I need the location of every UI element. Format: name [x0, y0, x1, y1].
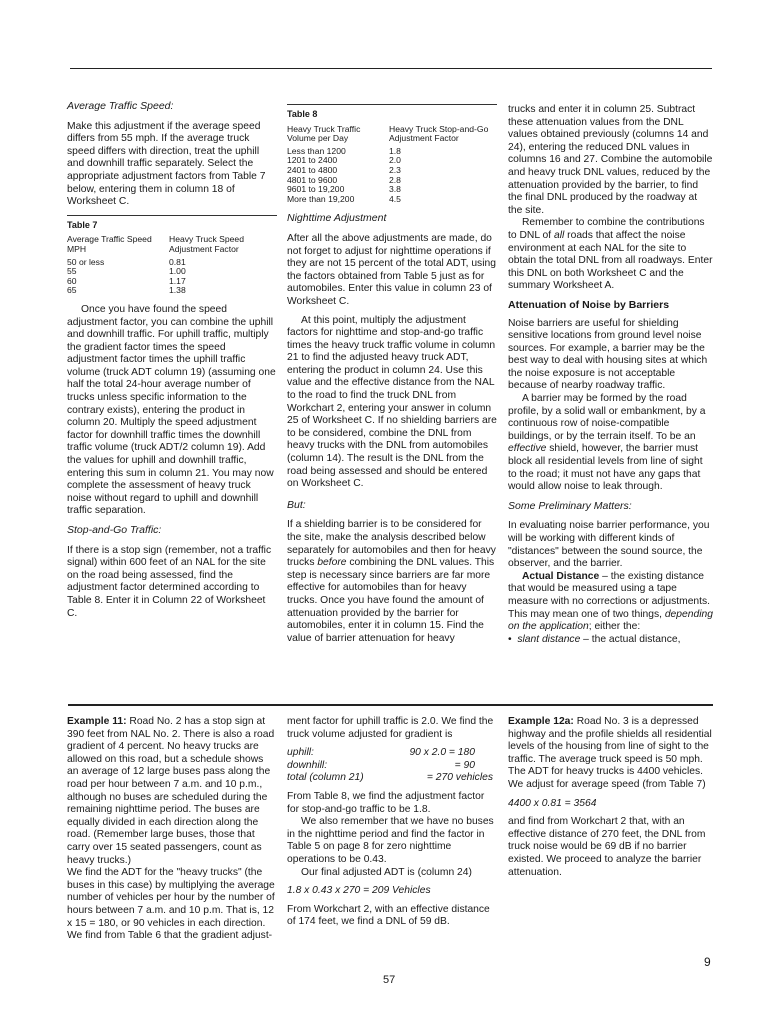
table-8-title: Table 8: [287, 104, 497, 121]
paragraph: From Table 8, we find the adjustment factor for stop-and-go traffic to be 1.8.: [287, 790, 485, 815]
column-2: [287, 104, 497, 651]
example-label: Example 11:: [67, 716, 127, 727]
table-7-header-speed: Average Traffic Speed MPH: [67, 234, 152, 254]
paragraph: [508, 393, 714, 494]
table-row: [67, 286, 272, 296]
paragraph: Once you have found the speed adjustment factor, you can combine the uphill and downhill traffic. For uphill traffic, multiply the gradient factor times the speed adjustment factor times the uphill traffic volume (truck ADT column 19) (assuming one half the total 24-hour average number of trucks unless specific information to the contrary exists), entering the product in column 20. Multiply the speed adjustment factor for downhill traffic times the downhill traffic volume (truck ADT/2 column 19). Add the values for uphill and downhill traffic, entering this sum in column 21. You may now complete the assessment of heavy truck noise without regard to uphill and downhill traffic separation.: [67, 303, 276, 517]
heading-preliminary-matters: Some Preliminary Matters:: [508, 499, 632, 512]
paragraph: and find from Workchart 2 that, with an effective distance of 270 feet, the DNL from truck noise would be 69 dB if no barrier existed. We proceed to analyze the barrier attenuation.: [508, 816, 706, 878]
emphasis: effective: [508, 443, 547, 455]
calc-label: uphill:: [287, 747, 314, 759]
examples-rule: [68, 704, 713, 706]
cell: 60: [67, 275, 77, 286]
cell: 1.38: [169, 285, 186, 296]
paragraph: Make this adjustment if the average speed differs from 55 mph. If the average truck speed differs with direction, treat the uphill and downhill traffic separately. Select the appropriate adjustment factors from Table 7 below, entering them in column 18 of Worksheet C.: [67, 120, 266, 208]
calc-value: = 270 vehicles: [426, 772, 493, 784]
cell: 0.81: [169, 256, 186, 267]
text: combining the DNL values. This step is necessary since barriers are far more effective for automobiles than for heavy trucks. Once you have found the amount of attenuation provided by the barrier for automobiles, enter it in column 15. Find the value of barrier attenuation for heavy: [287, 557, 495, 644]
paragraph: [287, 519, 497, 645]
cell: 1.8: [389, 145, 401, 156]
paragraph: We also remember that we have no buses in the nighttime period and find the factor in Table 5 on page 8 for zero nighttime operations to be 0.43.: [287, 816, 494, 865]
cell: 1.17: [169, 275, 186, 286]
column-3: [508, 104, 714, 652]
text: ; either the:: [588, 621, 641, 633]
cell: 55: [67, 266, 77, 277]
cell: 2401 to 4800: [287, 164, 338, 175]
cell: 4801 to 9600: [287, 174, 338, 185]
paragraph: At this point, multiply the adjustment factors for nighttime and stop-and-go traffic times the heavy truck traffic volume in column 21 to find the adjusted heavy truck ADT, entering the product in column 24. Use this value and the effective distance from the NAL to the road to find the truck DNL from Workchart 2, entering your answer in column 25 of Worksheet C. If no shielding barriers are to be considered, combine the DNL from heavy trucks with the DNL from automobiles (column 14). The result is the DNL from the road being assessed and should be entered on Worksheet C.: [287, 314, 497, 490]
text: shield, however, the barrier must block all residential levels from line of sight to the road; it must not have any gaps that would allow noise to leak through.: [508, 443, 703, 493]
paragraph: Our final adjusted ADT is (column 24): [301, 866, 472, 878]
equation: 4400 x 0.81 = 3564: [508, 797, 597, 809]
cell: 1201 to 2400: [287, 155, 338, 166]
page-number-right: 9: [704, 955, 711, 969]
heading-but: But:: [287, 498, 306, 511]
paragraph: We find the ADT for the "heavy trucks" (the buses in this case) by multiplying the average number of vehicles per hour by the number of hours between 7 a.m. and 10 p.m. That is, 12 x 15 = 180, or 90 vehicles in each direction. We find from Table 6 that the gradient adjust-: [67, 867, 275, 942]
table-8: [287, 125, 497, 205]
cell: 3.8: [389, 184, 401, 195]
calc-row: [287, 772, 497, 785]
emphasis: all: [553, 229, 565, 241]
table-8-header-volume: Heavy Truck Traffic Volume per Day: [287, 123, 361, 144]
table-row: [287, 195, 497, 205]
paragraph: After all the above adjustments are made, do not forget to adjust for nighttime operations if they are not 15 percent of the total ADT, using the factors obtained from Table 5 just as for automobiles. Enter this value in column 23 of Worksheet C.: [287, 232, 496, 307]
paragraph: ment factor for uphill traffic is 2.0. We find the truck volume adjusted for gradient is: [287, 716, 494, 740]
text: – the existing distance that would be measured using a tape measure with no corrections or adjustments. This may mean one of two things,: [508, 570, 711, 620]
term-label: Actual Distance: [522, 570, 600, 582]
calc-value: = 90: [454, 759, 475, 771]
calc-row: [287, 760, 497, 773]
example-11: [67, 716, 277, 867]
text: If a shielding barrier is to be considered for the site, make the analysis described below separately for automobiles and then for heavy trucks: [287, 519, 496, 569]
table-7: [67, 235, 272, 296]
text: roads that affect the noise environment at each NAL for the site to obtain the total DNL from all roadways. Enter this DNL on both Worksheet C and the summary Worksheet A.: [508, 229, 713, 292]
text: Road No. 2 has a stop sign at 390 feet from NAL No. 2. There is also a road gradient of 4 percent. No heavy trucks are allowed on this road, but a schedule shows an average of 12 large buses pass along the road per hour between 7 a.m. and 10 p.m., although no buses are scheduled during the remaining nighttime period. The buses are equally divided in each direction along the road. (Remember large buses, those that carry over 15 seated passengers, count as heavy trucks.): [67, 716, 275, 866]
text: A barrier may be formed by the road profile, by a solid wall or embankment, by a continuous row of noise-compatible buildings, or by the terrain itself. To be an: [508, 393, 706, 442]
column-1: [67, 100, 277, 626]
cell: 65: [67, 285, 77, 296]
paragraph: Noise barriers are useful for shielding sensitive locations from ground level noise sources. For example, a barrier may be the best way to deal with housing sites at which the noise exposure is not acceptable because of nearby roadway traffic.: [508, 317, 708, 392]
cell: 4.5: [389, 193, 401, 204]
top-rule: [70, 68, 712, 69]
emphasis: depending on the application: [508, 608, 713, 633]
cell: 50 or less: [67, 256, 105, 267]
paragraph: trucks and enter it in column 25. Subtract these attenuation values from the DNL values obtained previously (columns 14 and 24), entering the reduced DNL values in columns 16 and 27. Combine the automobile and heavy truck DNL values, reduced by the attenuation provided by the barrier, to find the final DNL produced by the roadway at the site.: [508, 104, 713, 216]
heading-stop-and-go: Stop-and-Go Traffic:: [67, 524, 162, 536]
paragraph: [508, 571, 714, 634]
calc-value: 90 x 2.0 = 180: [409, 747, 475, 759]
text: – the actual distance,: [580, 633, 681, 645]
emphasis: slant distance: [517, 633, 581, 645]
bullet-icon: •: [508, 633, 518, 645]
calc-row: [287, 747, 497, 760]
paragraph: From Workchart 2, with an effective distance of 174 feet, we find a DNL of 59 dB.: [287, 903, 490, 928]
example-12a-column: [508, 716, 714, 885]
bullet-item: [508, 634, 714, 647]
cell: 2.8: [389, 174, 401, 185]
page-number-center: 57: [383, 974, 396, 986]
calc-label: total (column 21): [287, 772, 364, 784]
paragraph: [508, 217, 714, 293]
emphasis: before: [317, 557, 347, 569]
example-label: Example 12a:: [508, 716, 574, 727]
example-11-column: [67, 716, 277, 949]
heading-attenuation-barriers: Attenuation of Noise by Barriers: [508, 298, 670, 311]
text: Road No. 3 is a depressed highway and the profile shields all residential levels of the housing from line of sight to the traffic. The average truck speed is 50 mph. The ADT for heavy trucks is 4400 vehicles. We adjust for average speed (from Table 7): [508, 716, 712, 790]
cell: 2.3: [389, 164, 401, 175]
heading-nighttime-adjustment: Nighttime Adjustment: [287, 212, 387, 225]
table-8-header-factor: Heavy Truck Stop-and-Go Adjustment Factor: [389, 123, 489, 144]
cell: Less than 1200: [287, 145, 346, 156]
calculation-block: [287, 747, 497, 785]
paragraph: In evaluating noise barrier performance, you will be working with different kinds of "distances" between the sound source, the observer, and the barrier.: [508, 520, 710, 570]
cell: 2.0: [389, 155, 401, 166]
heading-average-traffic-speed: Average Traffic Speed:: [67, 100, 174, 112]
example-12a: [508, 716, 714, 792]
cell: More than 19,200: [287, 193, 355, 204]
calc-label: downhill:: [287, 759, 328, 771]
cell: 1.00: [169, 266, 186, 277]
cell: 9601 to 19,200: [287, 184, 345, 195]
text: Remember to combine the contributions to DNL of: [508, 217, 705, 241]
paragraph: If there is a stop sign (remember, not a traffic signal) within 600 feet of an NAL for the site on the road being assessed, find the adjustment factor determined according to Table 8. Enter it in Column 22 of Worksheet C.: [67, 544, 272, 619]
table-7-header-factor: Heavy Truck Speed Adjustment Factor: [169, 234, 244, 254]
example-11-continued-column: [287, 716, 497, 935]
table-7-title: Table 7: [67, 215, 277, 232]
equation: 1.8 x 0.43 x 270 = 209 Vehicles: [287, 885, 431, 897]
